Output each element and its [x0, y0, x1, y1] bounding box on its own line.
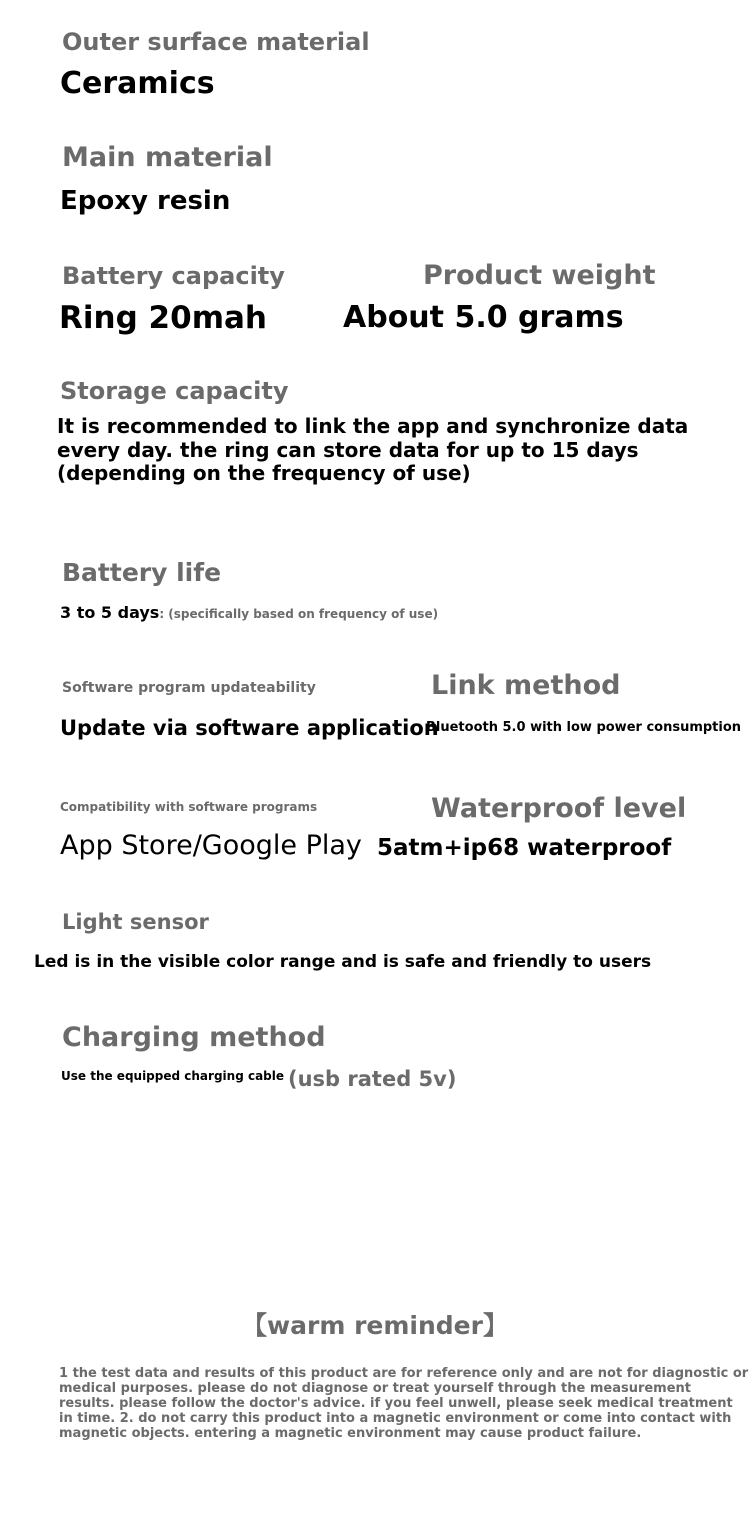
reminder-line3: results. please follow the doctor's advice. if you feel unwell, please seek medical treatment: [59, 1396, 733, 1411]
compatibility-value: App Store/Google Play: [60, 830, 362, 861]
reminder-title: 【warm reminder】: [242, 1311, 508, 1340]
battery-life-value: 3 to 5 days: [60, 603, 160, 622]
battery-life-note: : (specifically based on frequency of use): [159, 607, 439, 621]
reminder-line4: in time. 2. do not carry this product into a magnetic environment or come into contact with: [59, 1411, 732, 1426]
battery-capacity-value: Ring 20mah: [59, 300, 267, 336]
light-sensor-value: Led is in the visible color range and is safe and friendly to users: [34, 952, 652, 972]
reminder-line2: medical purposes. please do not diagnose or treat yourself through the measurement: [59, 1381, 692, 1396]
software-update-value: Update via software application: [60, 716, 439, 740]
charging-label: Charging method: [62, 1022, 326, 1053]
charging-value: Use the equipped charging cable: [61, 1069, 285, 1083]
battery-capacity-label: Battery capacity: [62, 262, 285, 290]
storage-capacity-line2: every day. the ring can store data for up to 15 days: [57, 438, 639, 462]
waterproof-value: 5atm+ip68 waterproof: [377, 835, 672, 861]
main-material-label: Main material: [62, 142, 273, 173]
storage-capacity-line1: It is recommended to link the app and synchronize data: [57, 414, 689, 438]
main-material-value: Epoxy resin: [60, 186, 231, 216]
link-method-label: Link method: [431, 670, 621, 701]
software-update-label: Software program updateability: [62, 680, 316, 696]
light-sensor-label: Light sensor: [62, 910, 209, 934]
waterproof-label: Waterproof level: [431, 793, 687, 824]
compatibility-label: Compatibility with software programs: [60, 800, 318, 814]
reminder-line1: 1 the test data and results of this product are for reference only and are not for diagnostic or: [59, 1366, 749, 1381]
storage-capacity-line3: (depending on the frequency of use): [57, 461, 471, 485]
link-method-value: Bluetooth 5.0 with low power consumption: [426, 720, 742, 735]
storage-capacity-label: Storage capacity: [60, 377, 289, 405]
reminder-line5: magnetic objects. entering a magnetic environment may cause product failure.: [59, 1426, 642, 1441]
battery-life-row: [60, 603, 438, 622]
charging-note: (usb rated 5v): [288, 1067, 457, 1091]
outer-surface-value: Ceramics: [60, 66, 215, 101]
battery-life-label: Battery life: [62, 558, 222, 587]
product-weight-value: About 5.0 grams: [343, 300, 624, 335]
outer-surface-label: Outer surface material: [62, 28, 370, 56]
product-weight-label: Product weight: [423, 260, 656, 291]
